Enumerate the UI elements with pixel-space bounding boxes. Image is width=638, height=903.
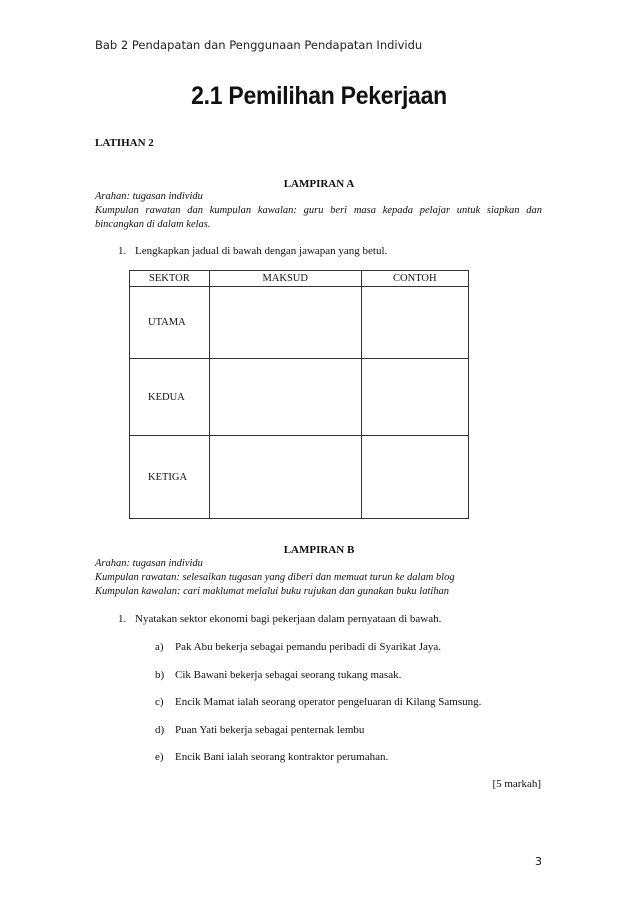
table-row bbox=[130, 359, 469, 436]
lampiran-a-arahan: Arahan: tugasan individu bbox=[95, 191, 203, 202]
table-cell-answer[interactable] bbox=[209, 359, 361, 436]
list-item: Encik Bani ialah seorang kontraktor perumahan. bbox=[175, 751, 389, 763]
lampiran-a-heading: LAMPIRAN A bbox=[283, 178, 355, 190]
sector-table bbox=[129, 270, 469, 519]
table-row-label-utama: UTAMA bbox=[130, 287, 210, 359]
item-label: e) bbox=[155, 751, 164, 763]
table-row bbox=[130, 436, 469, 519]
page-number: 3 bbox=[535, 855, 542, 868]
item-label: b) bbox=[155, 669, 165, 681]
list-item: Puan Yati bekerja sebagai penternak lembu bbox=[175, 724, 365, 736]
running-header: Bab 2 Pendapatan dan Penggunaan Pendapatan Individu bbox=[95, 38, 423, 52]
list-item: Cik Bawani bekerja sebagai seorang tukang masak. bbox=[175, 669, 402, 681]
table-cell-answer[interactable] bbox=[361, 359, 468, 436]
list-item: Encik Mamat ialah seorang operator pengeluaran di Kilang Samsung. bbox=[175, 696, 482, 708]
item-label: a) bbox=[155, 641, 164, 653]
lampiran-b-rawatan: Kumpulan rawatan: selesaikan tugasan yang diberi dan memuat turun ke dalam blog bbox=[95, 572, 455, 583]
lampiran-b-kawalan: Kumpulan kawalan: cari maklumat melalui buku rujukan dan gunakan buku latihan bbox=[95, 586, 450, 597]
table-header-contoh: CONTOH bbox=[361, 271, 468, 287]
lampiran-a-question-number: 1. bbox=[118, 245, 127, 257]
exercise-label: LATIHAN 2 bbox=[95, 137, 154, 149]
table-header-sektor: SEKTOR bbox=[130, 271, 210, 287]
lampiran-b-question-number: 1. bbox=[118, 613, 127, 625]
table-row-label-kedua: KEDUA bbox=[130, 359, 210, 436]
list-item: Pak Abu bekerja sebagai pemandu peribadi di Syarikat Jaya. bbox=[175, 641, 442, 653]
table-cell-answer[interactable] bbox=[361, 436, 468, 519]
lampiran-a-question: Lengkapkan jadual di bawah dengan jawapan yang betul. bbox=[135, 245, 388, 257]
item-label: c) bbox=[155, 696, 164, 708]
table-cell-answer[interactable] bbox=[209, 436, 361, 519]
lampiran-a-kumpulan: Kumpulan rawatan dan kumpulan kawalan: guru beri masa kepada pelajar untuk siapkan dan bincangkan di dalam kelas. bbox=[95, 205, 542, 230]
item-label: d) bbox=[155, 724, 165, 736]
lampiran-b-arahan: Arahan: tugasan individu bbox=[95, 558, 203, 569]
table-cell-answer[interactable] bbox=[209, 287, 361, 359]
lampiran-b-heading: LAMPIRAN B bbox=[283, 544, 355, 556]
table-cell-answer[interactable] bbox=[361, 287, 468, 359]
marks-label: [5 markah] bbox=[492, 778, 541, 790]
table-header-maksud: MAKSUD bbox=[209, 271, 361, 287]
table-row bbox=[130, 287, 469, 359]
lampiran-b-question: Nyatakan sektor ekonomi bagi pekerjaan dalam pernyataan di bawah. bbox=[135, 613, 442, 625]
page-title: 2.1 Pemilihan Pekerjaan bbox=[191, 82, 447, 110]
table-row-label-ketiga: KETIGA bbox=[130, 436, 210, 519]
table-header-row bbox=[130, 271, 469, 287]
